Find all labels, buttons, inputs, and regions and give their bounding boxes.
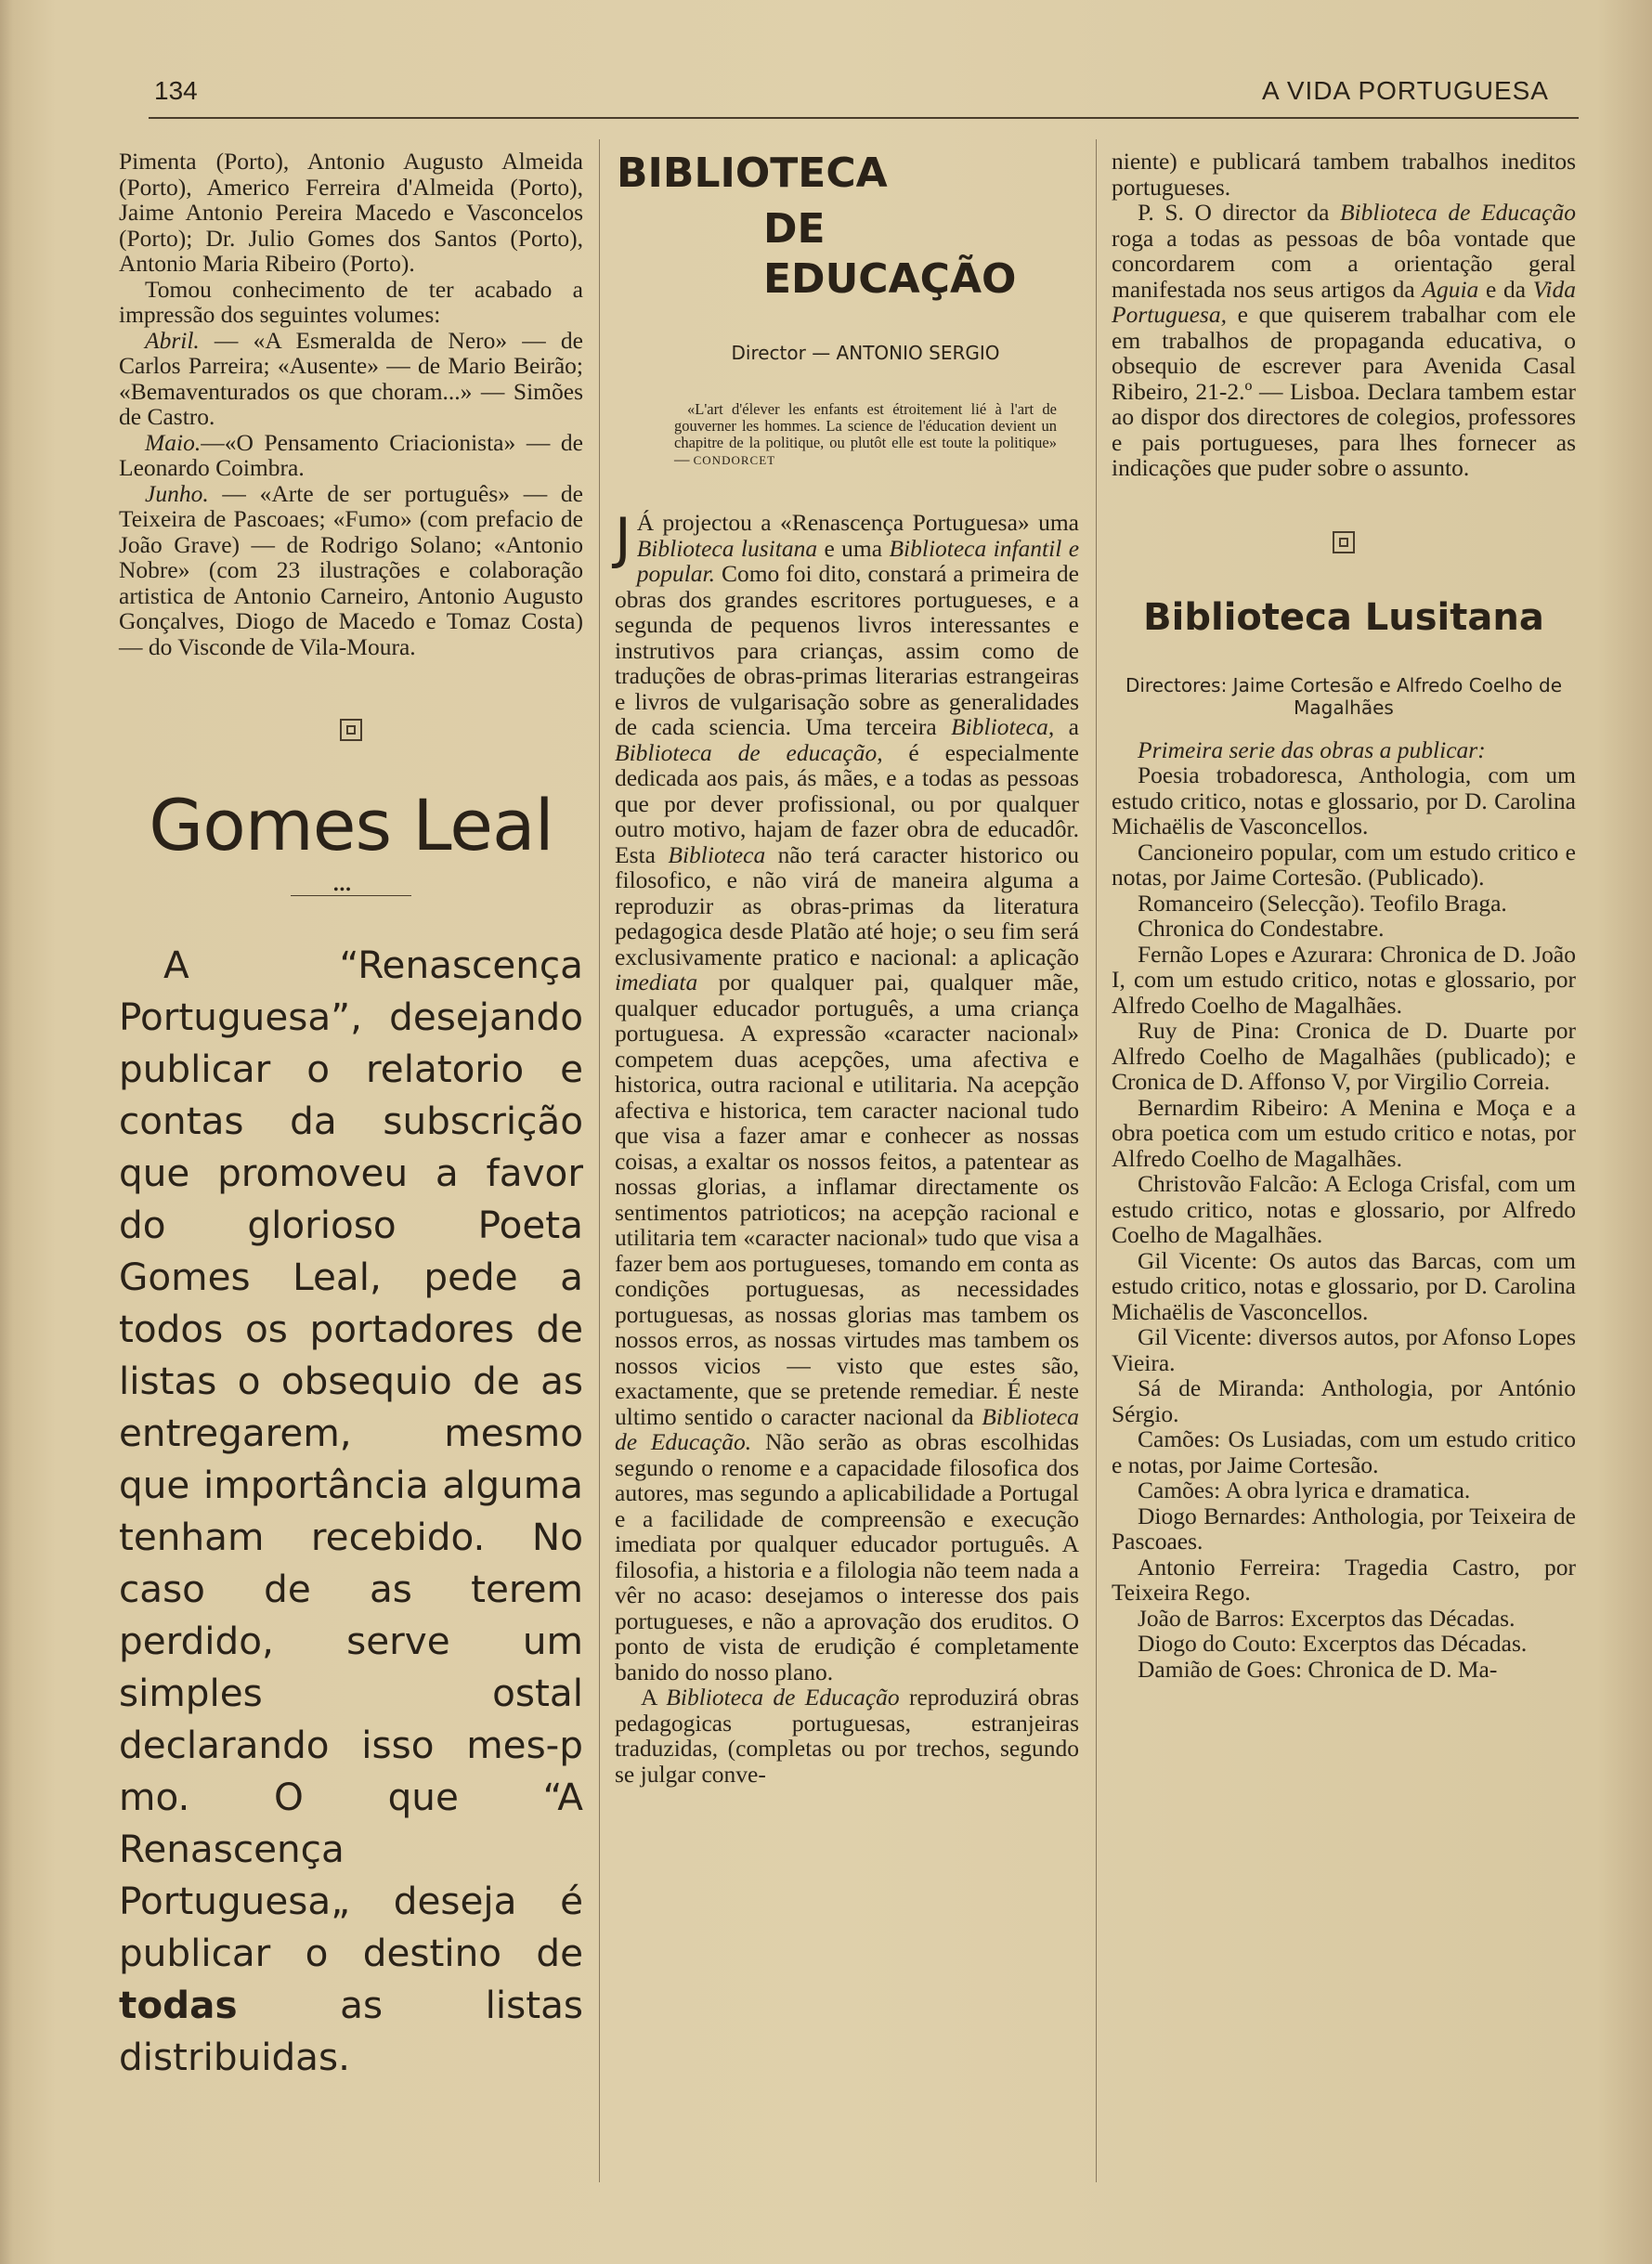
director-line: Director — ANTONIO SERGIO [731, 342, 1000, 364]
column-divider [1096, 139, 1097, 2182]
list-item: Camões: Os Lusiadas, com um estudo critico e notas, por Jaime Cortesão. [1112, 1425, 1576, 1478]
volumes-abril [119, 328, 583, 430]
month-label: Junho. [145, 479, 209, 507]
list-item: Romanceiro (Selecção). Teofilo Braga. [1138, 889, 1507, 917]
month-label: Abril. [145, 326, 200, 354]
list-item: Gil Vicente: Os autos das Barcas, com um estudo critico, notas e glossario, por D. Carolina Michaëlis de Vasconcellos. [1112, 1246, 1576, 1325]
postscript: P. S. O director da Biblioteca de Educação roga a todas as pessoas de bôa vontade que concordarem com a orientação geral manifestada nos seus artigos da Aguia e da Vida Portuguesa, e que quiserem trabalhar com ele em trabalhos de propaganda educativa, o obsequio de escrever para Avenida Casal Ribeiro, 21-2.º — Lisboa. Declara tambem estar ao dispor dos directores de colegios, professores e pais portugueses, para lhes fornecer as indicações que puder sobre o assunto. [1112, 199, 1576, 481]
section-divider [291, 895, 411, 896]
running-title: A VIDA PORTUGUESA [1261, 76, 1549, 105]
month-text: — «A Esmeralda de Nero» — de Carlos Parreira; «Ausente» — de Mario Beirão; «Bemaventurados os que choram...» — Simões de Castro. [119, 326, 583, 430]
biblioteca-title-line2: DE EDUCAÇÃO [763, 205, 1017, 303]
drop-cap: J [615, 506, 631, 571]
article-paragraph: A Biblioteca de Educação reproduzirá obras pedagogicas portuguesas, estranjeiras traduzidas, (completas ou por trechos, segundo se julgar conve- [615, 1684, 1079, 1788]
gomes-leal-title: Gomes Leal [149, 784, 553, 866]
list-item: Diogo do Couto: Excerptos das Décadas. [1138, 1630, 1528, 1657]
column-left [119, 149, 583, 2083]
biblioteca-title-line1: BIBLIOTECA [617, 150, 888, 197]
gomes-leal-notice: A “Renascença Portuguesa”, desejando publicar o relatorio e contas da subscrição que promoveu a favor do glorioso Poeta Gomes Leal, pede a todos os portadores de listas o obsequio de as entregarem, mesmo que importância alguma tenham recebido. No caso de as terem perdido, serve um simples ostal declarando isso mes-p mo. O que “A Renascença Portuguesa„ deseja é publicar o destino de todas as listas distribuidas. [119, 943, 583, 2079]
directores-line: Directores: Jaime Cortesão e Alfredo Coelho de Magalhães [1125, 673, 1563, 719]
list-item: Gil Vicente: diversos autos, por Afonso Lopes Vieira. [1112, 1323, 1576, 1376]
list-item: Diogo Bernardes: Anthologia, por Teixeira de Pascoaes. [1112, 1502, 1576, 1555]
list-item: Ruy de Pina: Cronica de D. Duarte por Alfredo Coelho de Magalhães (publicado); e Cronica de D. Affonso V, por Virgilio Correia. [1112, 1017, 1576, 1095]
list-item: Poesia trobadoresca, Anthologia, com um estudo critico, notas e glossario, por D. Carolina Michaëlis de Vasconcellos. [1112, 761, 1576, 839]
month-label: Maio. [145, 428, 202, 456]
list-item: Fernão Lopes e Azurara: Chronica de D. João I, com um estudo critico, notas e glossario, por Alfredo Coelho de Magalhães. [1112, 940, 1576, 1019]
volumes-intro: Tomou conhecimento de ter acabado a impressão dos seguintes volumes: [119, 275, 583, 328]
ornament-square-icon [1333, 531, 1355, 553]
page-number: 134 [154, 76, 198, 105]
serie-label: Primeira serie das obras a publicar: [1138, 735, 1486, 763]
article-paragraph: J Á projectou a «Renascença Portuguesa» uma Biblioteca lusitana e uma Biblioteca infantil e popular. Como foi dito, constará a primeira de obras dos grandes escritores portugueses, e a segunda de pequenos livros interessantes e instrutivos para crianças, assim como de traduções de obras-primas literarias estrangeiras e livros de vulgarisação sobre as generalidades de cada sciencia. Uma terceira Biblioteca, a Biblioteca de educação, é especialmente dedicada aos pais, ás mães, e a todas as pessoas que por dever profissional, ou por qualquer outro motivo, hajam de fazer obra de educadôr. Esta Biblioteca não terá caracter historico ou filosofico, e não virá de maneira alguma a reproduzir as obras-primas da literatura pedagogica desde Platão até hoje; o seu fim será exclusivamente pratico e nacional: a aplicação imediata por qualquer pai, qualquer mãe, qualquer educador português, a uma criança portuguesa. A expressão «caracter nacional» competem duas acepções, uma afectiva e historica, outra racional e utilitaria. Na acepção afectiva e historica, tem caracter nacional tudo que visa a fazer amar e conhecer as nossas coisas, a exaltar os nossos feitos, a patentear as nossas glorias, a inflamar directamente os sentimentos patrioticos; na acepção racional e utilitaria tem «caracter nacional» tudo que visa a fazer bem aos portugueses, tomando em conta as condições portuguesas, as necessidades portuguesas, as nossas glorias mas tambem os nossos erros, as nossas virtudes mas tambem os nossos vicios — visto que estes são, exactamente, que se pretende remediar. É neste ultimo sentido o caracter nacional da Biblioteca de Educação. Não serão as obras escolhidas segundo o renome e a capacidade filosofica dos autores, mas segundo a aplicabilidade a Portugal e a facilidade de compreensão e execução imediata por qualquer educador português. A filosofia, a historia e a filologia não teem nada a vêr no acaso: desejamos o interesse dos pais portugueses, e não a aprovação dos eruditos. O ponto de vista de erudição é completamente banido do nosso plano. [615, 506, 1080, 1685]
list-item: Sá de Miranda: Anthologia, por António Sérgio. [1112, 1374, 1576, 1427]
month-text: —«O Pensamento Criacionista» — de Leonardo Coimbra. [119, 428, 583, 481]
works-list [1112, 762, 1576, 1682]
column-divider [599, 139, 600, 2182]
column-middle [615, 149, 1079, 1787]
list-item: João de Barros: Excerptos das Décadas. [1138, 1604, 1515, 1632]
list-item: Damião de Goes: Chronica de D. Ma- [1138, 1655, 1498, 1683]
list-item: Camões: A obra lyrica e dramatica. [1138, 1477, 1471, 1503]
list-item: Bernardim Ribeiro: A Menina e Moça e a obra poetica com um estudo critico e notas, por Alfredo Coelho de Magalhães. [1112, 1093, 1576, 1172]
list-item: Antonio Ferreira: Tragedia Castro, por Teixeira Rego. [1112, 1553, 1576, 1606]
page-header [149, 72, 1579, 119]
ornament-square-icon [340, 719, 362, 741]
column-right [1112, 149, 1576, 1682]
list-item: Chronica do Condestabre. [1138, 915, 1385, 942]
donor-list: Pimenta (Porto), Antonio Augusto Almeida (Porto), Americo Ferreira d'Almeida (Porto), Jaime Antonio Pereira Macedo e Vasconcelos (Porto); Dr. Julio Gomes dos Santos (Porto), Antonio Maria Ribeiro (Porto). [119, 148, 583, 277]
list-item: Christovão Falcão: A Ecloga Crisfal, com um estudo critico, notas e glossario, por Alfredo Coelho de Magalhães. [1112, 1170, 1576, 1248]
epigraph: «L'art d'élever les enfants est étroitement lié à l'art de gouverner les hommes. La science de l'éducation devient un chapitre de la politique, ou plutôt elle est toute la politique» — CONDORCET [674, 400, 1057, 468]
epigraph-author: CONDORCET [693, 453, 776, 467]
volumes-maio [119, 430, 583, 481]
list-item: Cancioneiro popular, com um estudo critico e notas, por Jaime Cortesão. (Publicado). [1112, 838, 1576, 891]
volumes-junho [119, 481, 583, 660]
lusitana-title: Biblioteca Lusitana [1143, 595, 1544, 639]
month-text: — «Arte de ser português» — de Teixeira de Pascoaes; «Fumo» (com prefacio de João Grave) — de Rodrigo Solano; «Antonio Nobre» (com 23 ilustrações e colaboração artistica de Antonio Carneiro, Antonio Augusto Gonçalves, Diogo de Macedo e Tomaz Costa) — do Visconde de Vila-Moura. [119, 479, 583, 660]
emphasis-todas: todas [119, 1983, 238, 2027]
article-continuation: niente) e publicará tambem trabalhos ineditos portugueses. [1112, 148, 1576, 201]
